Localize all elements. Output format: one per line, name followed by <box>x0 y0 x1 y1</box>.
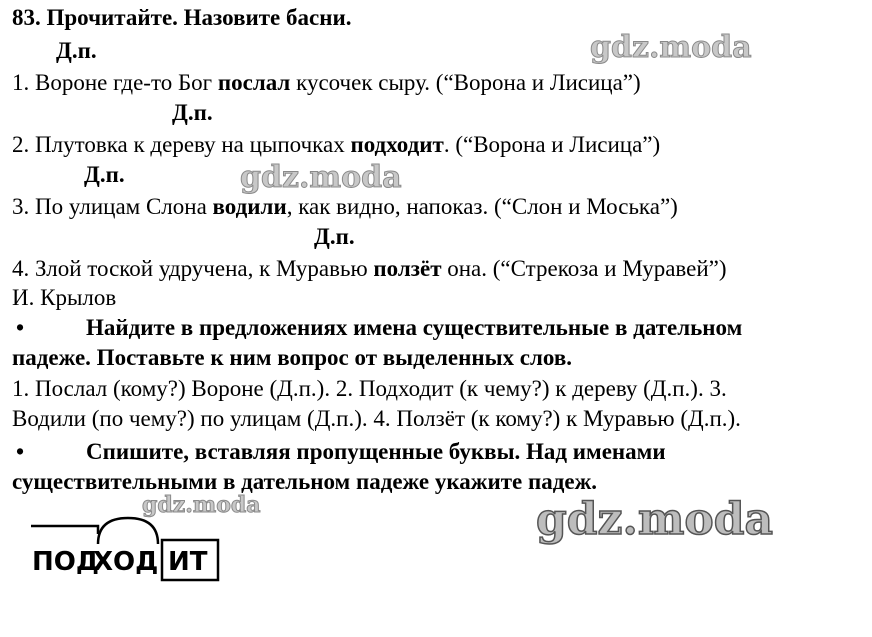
scheme-prefix: ПОД <box>32 547 100 577</box>
scheme-root: ХОД <box>93 547 159 577</box>
watermark: gdz.moda <box>142 492 261 518</box>
sentence-1: 1. Вороне где-то Бог послал кусочек сыру. (“Ворона и Лисица”) <box>12 70 641 95</box>
task-2-line-2: существительными в дательном падеже укажите падеж. <box>12 469 597 494</box>
case-label-4: Д.п. <box>314 224 355 249</box>
highlighted-word: водили <box>212 194 287 219</box>
highlighted-word: подходит <box>350 132 444 157</box>
prefix-mark <box>31 526 98 534</box>
task-1-line-2: падеже. Поставьте к ним вопрос от выделенных слов. <box>12 345 573 370</box>
task-2-line-1: • Спишите, вставляя пропущенные буквы. Над именами <box>12 438 666 466</box>
author: И. Крылов <box>12 285 117 310</box>
case-label-2: Д.п. <box>172 100 213 125</box>
sentence-4: 4. Злой тоской удручена, к Муравью ползёт она. (“Стрекоза и Муравей”) <box>12 256 727 281</box>
case-label-3: Д.п. <box>84 162 125 187</box>
sentence-3: 3. По улицам Слона водили, как видно, напоказ. (“Слон и Моська”) <box>12 194 678 219</box>
watermark: gdz.moda <box>536 494 774 545</box>
bullet-icon: • <box>16 315 25 340</box>
watermark: gdz.moda <box>590 30 752 65</box>
highlighted-word: ползёт <box>373 256 442 281</box>
word-structure-scheme <box>0 500 240 590</box>
bullet-icon: • <box>16 439 25 464</box>
sentence-2: 2. Плутовка к дереву на цыпочках подходит. (“Ворона и Лисица”) <box>12 132 661 157</box>
case-label-1: Д.п. <box>56 38 97 63</box>
highlighted-word: послал <box>217 70 291 95</box>
answer-line-2: Водили (по чему?) по улицам (Д.п.). 4. Ползёт (к кому?) к Муравью (Д.п.). <box>12 406 741 431</box>
watermark: gdz.moda <box>240 160 402 195</box>
scheme-ending: ИТ <box>168 547 208 577</box>
exercise-title: 83. Прочитайте. Назовите басни. <box>12 5 352 30</box>
answer-line-1: 1. Послал (кому?) Вороне (Д.п.). 2. Подходит (к чему?) к дереву (Д.п.). 3. <box>12 376 727 401</box>
root-mark <box>98 518 158 544</box>
task-1-line-1: • Найдите в предложениях имена существительные в дательном <box>12 314 742 342</box>
